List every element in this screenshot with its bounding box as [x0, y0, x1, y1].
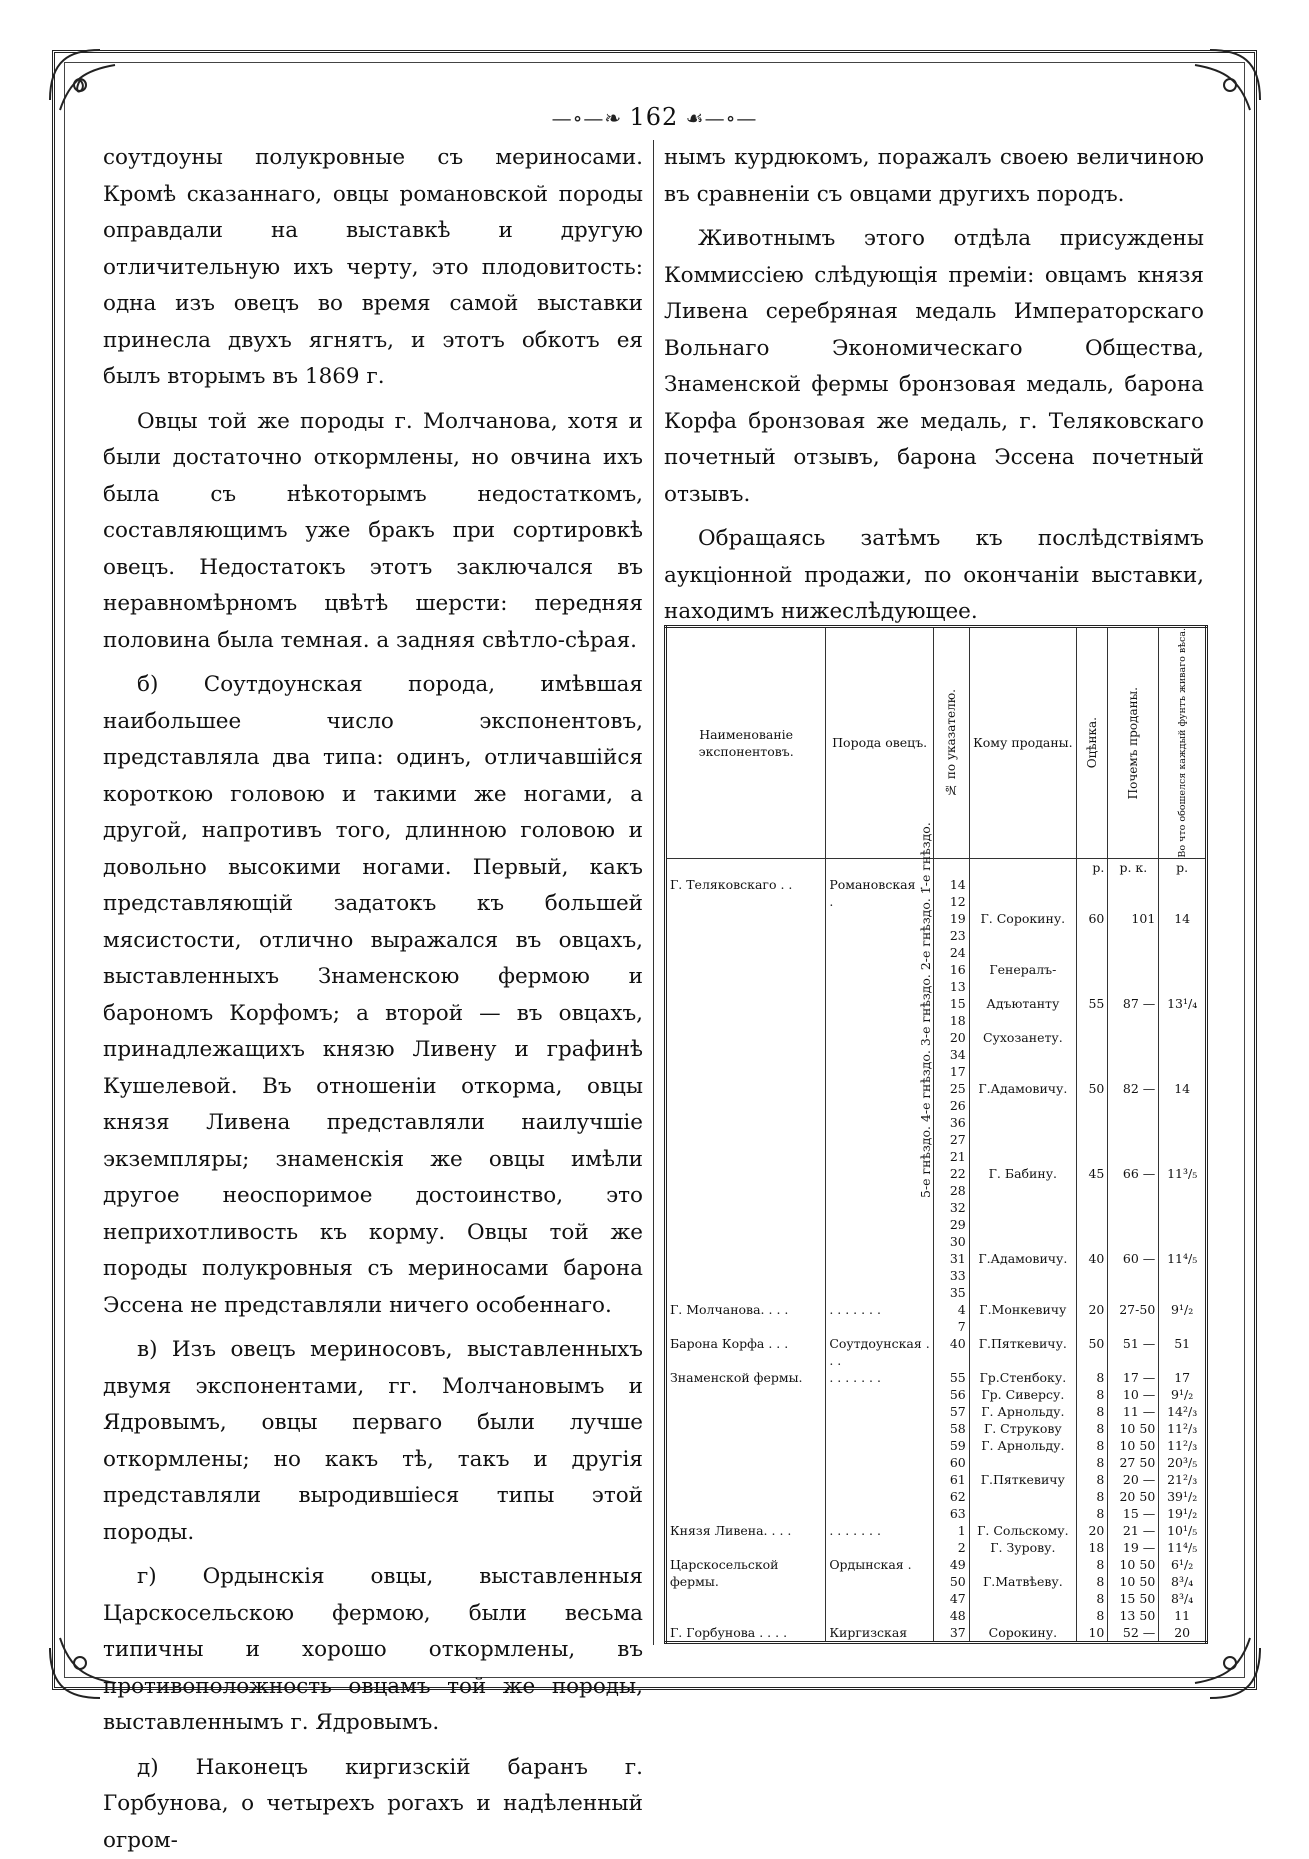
cell-price: 51 — — [1108, 1335, 1159, 1369]
cell-buyer: Г. Сорокину. — [969, 876, 1076, 961]
cell-buyer: Сорокину. — [969, 1624, 1076, 1643]
ornament-right-icon: ☙—∘— — [678, 106, 757, 130]
cell-breed: Соутдоунская . . . — [826, 1335, 934, 1369]
cell-est: 60 — [1076, 876, 1107, 961]
paragraph: Овцы той же породы г. Молчанова, хотя и были достаточно откормлены, но овчина ихъ была съ нѣкоторымъ недостаткомъ, составляющимъ уже бракъ при сортировкѣ овецъ. Недостатокъ этотъ заключался въ неравномѣрномъ цвѣтѣ шерсти: передняя половина была темная. а задняя свѣтло-сѣрая. — [103, 404, 643, 660]
cell-perlb: 20 — [1159, 1624, 1207, 1643]
cell-perlb: 11³/₅ — [1159, 1131, 1207, 1216]
cell-nums: 37 — [934, 1624, 970, 1643]
cell-nums: 4 7 — [934, 1301, 970, 1335]
paragraph: б) Соутдоунская порода, имѣвшая наибольшее число экспонентовъ, представляла два типа: одинъ, отличавшійся короткою головою и такими же ногами, а другой, напротивъ того, длинною головою и довольно высокими ногами. Первый, какъ представляющій задатокъ къ большей мясистости, отлично выражался въ овцахъ, выставленныхъ Знаменскою фермою и барономъ Корфомъ; а второй — въ овцахъ, принадлежащихъ князю Ливену и графинѣ Кушелевой. Въ отношеніи откорма, овцы князя Ливена представляли наилучшіе экземпляры; знаменскія же овцы имѣли другое неоспоримое достоинство, это неприхотливость къ корму. Овцы той же породы полукровныя съ мериносами барона Эссена не представляли ничего особеннаго. — [103, 667, 643, 1324]
cell-est: 8 8 8 8 — [1076, 1556, 1107, 1624]
paragraph: нымъ курдюкомъ, поражалъ своею величиною въ сравненіи съ овцами другихъ породъ. — [664, 140, 1204, 213]
left-column — [103, 140, 643, 1859]
cell-perlb: 14 — [1159, 876, 1207, 961]
paragraph: в) Изъ овецъ мериносовъ, выставленныхъ двумя экспонентами, гг. Молчановымъ и Ядровымъ, овцы перваго были лучше откормлены; но какъ тѣ, такъ и другія представляли выродившіеся типы этой породы. — [103, 1332, 643, 1551]
cell-nums: 14 12 19 23 24 — [934, 876, 970, 961]
cell-perlb: 13¹/₄ — [1159, 961, 1207, 1046]
cell-perlb: 10¹/₅ 11⁴/₅ — [1159, 1522, 1207, 1556]
cell-exh — [666, 961, 826, 1046]
cell-est: 40 — [1076, 1216, 1107, 1301]
cell-perlb: 17 9¹/₂ 14²/₃ 11²/₃ 11²/₃ 20³/₅ 21²/₃ 39¹/₂ 19¹/₂ — [1159, 1369, 1207, 1522]
cell-price: 101 — [1108, 876, 1159, 961]
cell-est: 50 — [1076, 1046, 1107, 1131]
cell-buyer: Г.Матвѣеву. — [969, 1556, 1076, 1624]
cell-price: 21 — 19 — — [1108, 1522, 1159, 1556]
cell-price: 60 — — [1108, 1216, 1159, 1301]
col-header-estimate: Оцѣнка. — [1076, 627, 1107, 859]
cell-breed: Ордынская . — [826, 1556, 934, 1624]
cell-breed: . . . . . . . — [826, 1522, 934, 1556]
paragraph: д) Наконецъ киргизскій баранъ г. Горбунова, о четырехъ рогахъ и надѣленный огром- — [103, 1750, 643, 1859]
cell-price: 10 50 10 50 15 50 13 50 — [1108, 1556, 1159, 1624]
cell-exh: Г. Горбунова . . . . — [666, 1624, 826, 1643]
cell-price: 87 — — [1108, 961, 1159, 1046]
cell-exh: Царскосельской фермы. — [666, 1556, 826, 1624]
cell-nums: 55 56 57 58 59 60 61 62 63 — [934, 1369, 970, 1522]
cell-perlb: 9¹/₂ — [1159, 1301, 1207, 1335]
cell-nums: 27 21 22 28 32 — [934, 1131, 970, 1216]
corner-ornament-top-left — [40, 40, 150, 150]
col-header-catalog-no: № по указателю. — [934, 627, 970, 859]
paragraph: соутдоуны полукровные съ мериносами. Кромѣ сказаннаго, овцы романовской породы оправдали на выставкѣ и другую отличительную ихъ черту, это плодовитость: одна изъ овецъ во время самой выставки принесла двухъ ягнятъ, и этотъ обкотъ ея былъ вторымъ въ 1869 г. — [103, 140, 643, 396]
cell-est: 45 — [1076, 1131, 1107, 1216]
table-row — [666, 1624, 1207, 1643]
cell-price: 82 — — [1108, 1046, 1159, 1131]
table-row — [666, 1556, 1207, 1624]
cell-exh — [666, 1216, 826, 1301]
cell-exh — [666, 1046, 826, 1131]
cell-est: 55 — [1076, 961, 1107, 1046]
table-row — [666, 1522, 1207, 1556]
cell-perlb: 14 — [1159, 1046, 1207, 1131]
cell-nums: 49 50 47 48 — [934, 1556, 970, 1624]
cell-nums: 1 2 — [934, 1522, 970, 1556]
units-row: р. р. к. р. — [666, 858, 1207, 876]
nest-label: 5-е гнѣздо. 4-е гнѣздо. 3-е гнѣздо. 2-е гнѣздо. 1-е гнѣздо. — [918, 770, 938, 1250]
column-divider — [653, 140, 654, 1645]
cell-breed: Киргизская — [826, 1624, 934, 1643]
ornament-left-icon: —∘—❧ — [552, 106, 630, 130]
cell-exh — [666, 1131, 826, 1216]
paragraph: г) Ордынскія овцы, выставленныя Царскосельскою фермою, были весьма типичны и хорошо откормлены, въ противоположность овцамъ той же породы, выставленнымъ г. Ядровымъ. — [103, 1559, 643, 1742]
cell-nums: 34 17 25 26 36 — [934, 1046, 970, 1131]
cell-exh: Князя Ливена. . . . — [666, 1522, 826, 1556]
cell-breed: . . . . . . . — [826, 1369, 934, 1522]
cell-nums: 40 — [934, 1335, 970, 1369]
cell-exh: Г. Молчанова. . . . — [666, 1301, 826, 1335]
table-row — [666, 1335, 1207, 1369]
cell-perlb: 51 — [1159, 1335, 1207, 1369]
cell-nums: 29 30 31 33 35 — [934, 1216, 970, 1301]
right-column — [664, 140, 1204, 631]
col-header-breed: Порода овецъ. — [826, 627, 934, 859]
cell-buyer: Г.Адамовичу. — [969, 1046, 1076, 1131]
cell-breed: . . . . . . . — [826, 1301, 934, 1335]
cell-est: 50 — [1076, 1335, 1107, 1369]
col-header-buyer: Кому проданы. — [969, 627, 1076, 859]
cell-buyer: Генералъ- Адъютанту Сухозанету. — [969, 961, 1076, 1046]
cell-perlb: 6¹/₂ 8³/₄ 8³/₄ 11 — [1159, 1556, 1207, 1624]
table-row — [666, 1369, 1207, 1522]
cell-est: 10 — [1076, 1624, 1107, 1643]
paragraph: Животнымъ этого отдѣла присуждены Коммиссіею слѣдующія преміи: овцамъ князя Ливена серебряная медаль Императорскаго Вольнаго Экономическаго Общества, Знаменской фермы бронзовая медаль, барона Корфа бронзовая же медаль, г. Теляковскаго почетный отзывъ, барона Эссена почетный отзывъ. — [664, 221, 1204, 513]
cell-buyer: Г.Монкевичу — [969, 1301, 1076, 1335]
col-header-price: Почемъ проданы. — [1108, 627, 1159, 859]
cell-est: 8 8 8 8 8 8 8 8 8 — [1076, 1369, 1107, 1522]
col-header-per-pound: Во что обошелся каждый фунтъ живаго вѣса. — [1159, 627, 1207, 859]
cell-exh: Г. Теляковскаго . . — [666, 876, 826, 961]
cell-price: 52 — — [1108, 1624, 1159, 1643]
cell-buyer: Г. Сольскому. Г. Зурову. — [969, 1522, 1076, 1556]
cell-price: 66 — — [1108, 1131, 1159, 1216]
cell-buyer: Г.Адамовичу. — [969, 1216, 1076, 1301]
cell-price: 17 — 10 — 11 — 10 50 10 50 27 50 20 — 20 50 15 — — [1108, 1369, 1159, 1522]
col-header-exhibitor: Наименованіе экспонентовъ. — [666, 627, 826, 859]
cell-buyer: Гр.Стенбоку. Гр. Сиверсу. Г. Арнольду. Г. Струкову Г. Арнольду. Г.Пяткевичу — [969, 1369, 1076, 1522]
cell-buyer: Г.Пяткевичу. — [969, 1335, 1076, 1369]
cell-buyer: Г. Бабину. — [969, 1131, 1076, 1216]
corner-ornament-top-right — [1160, 40, 1270, 150]
cell-breed: Романовская . . — [826, 876, 934, 961]
cell-est: 20 18 — [1076, 1522, 1107, 1556]
cell-nums: 16 13 15 18 20 — [934, 961, 970, 1046]
cell-exh: Знаменской фермы. — [666, 1369, 826, 1522]
cell-exh: Барона Корфа . . . — [666, 1335, 826, 1369]
cell-est: 20 — [1076, 1301, 1107, 1335]
cell-price: 27-50 — [1108, 1301, 1159, 1335]
paragraph: Обращаясь затѣмъ къ послѣдствіямъ аукціонной продажи, по окончаніи выставки, находимъ нижеслѣдующее. — [664, 521, 1204, 631]
page-number: —∘—❧ 162 ☙—∘— — [0, 103, 1309, 131]
cell-perlb: 11⁴/₅ — [1159, 1216, 1207, 1301]
table-row — [666, 1301, 1207, 1335]
